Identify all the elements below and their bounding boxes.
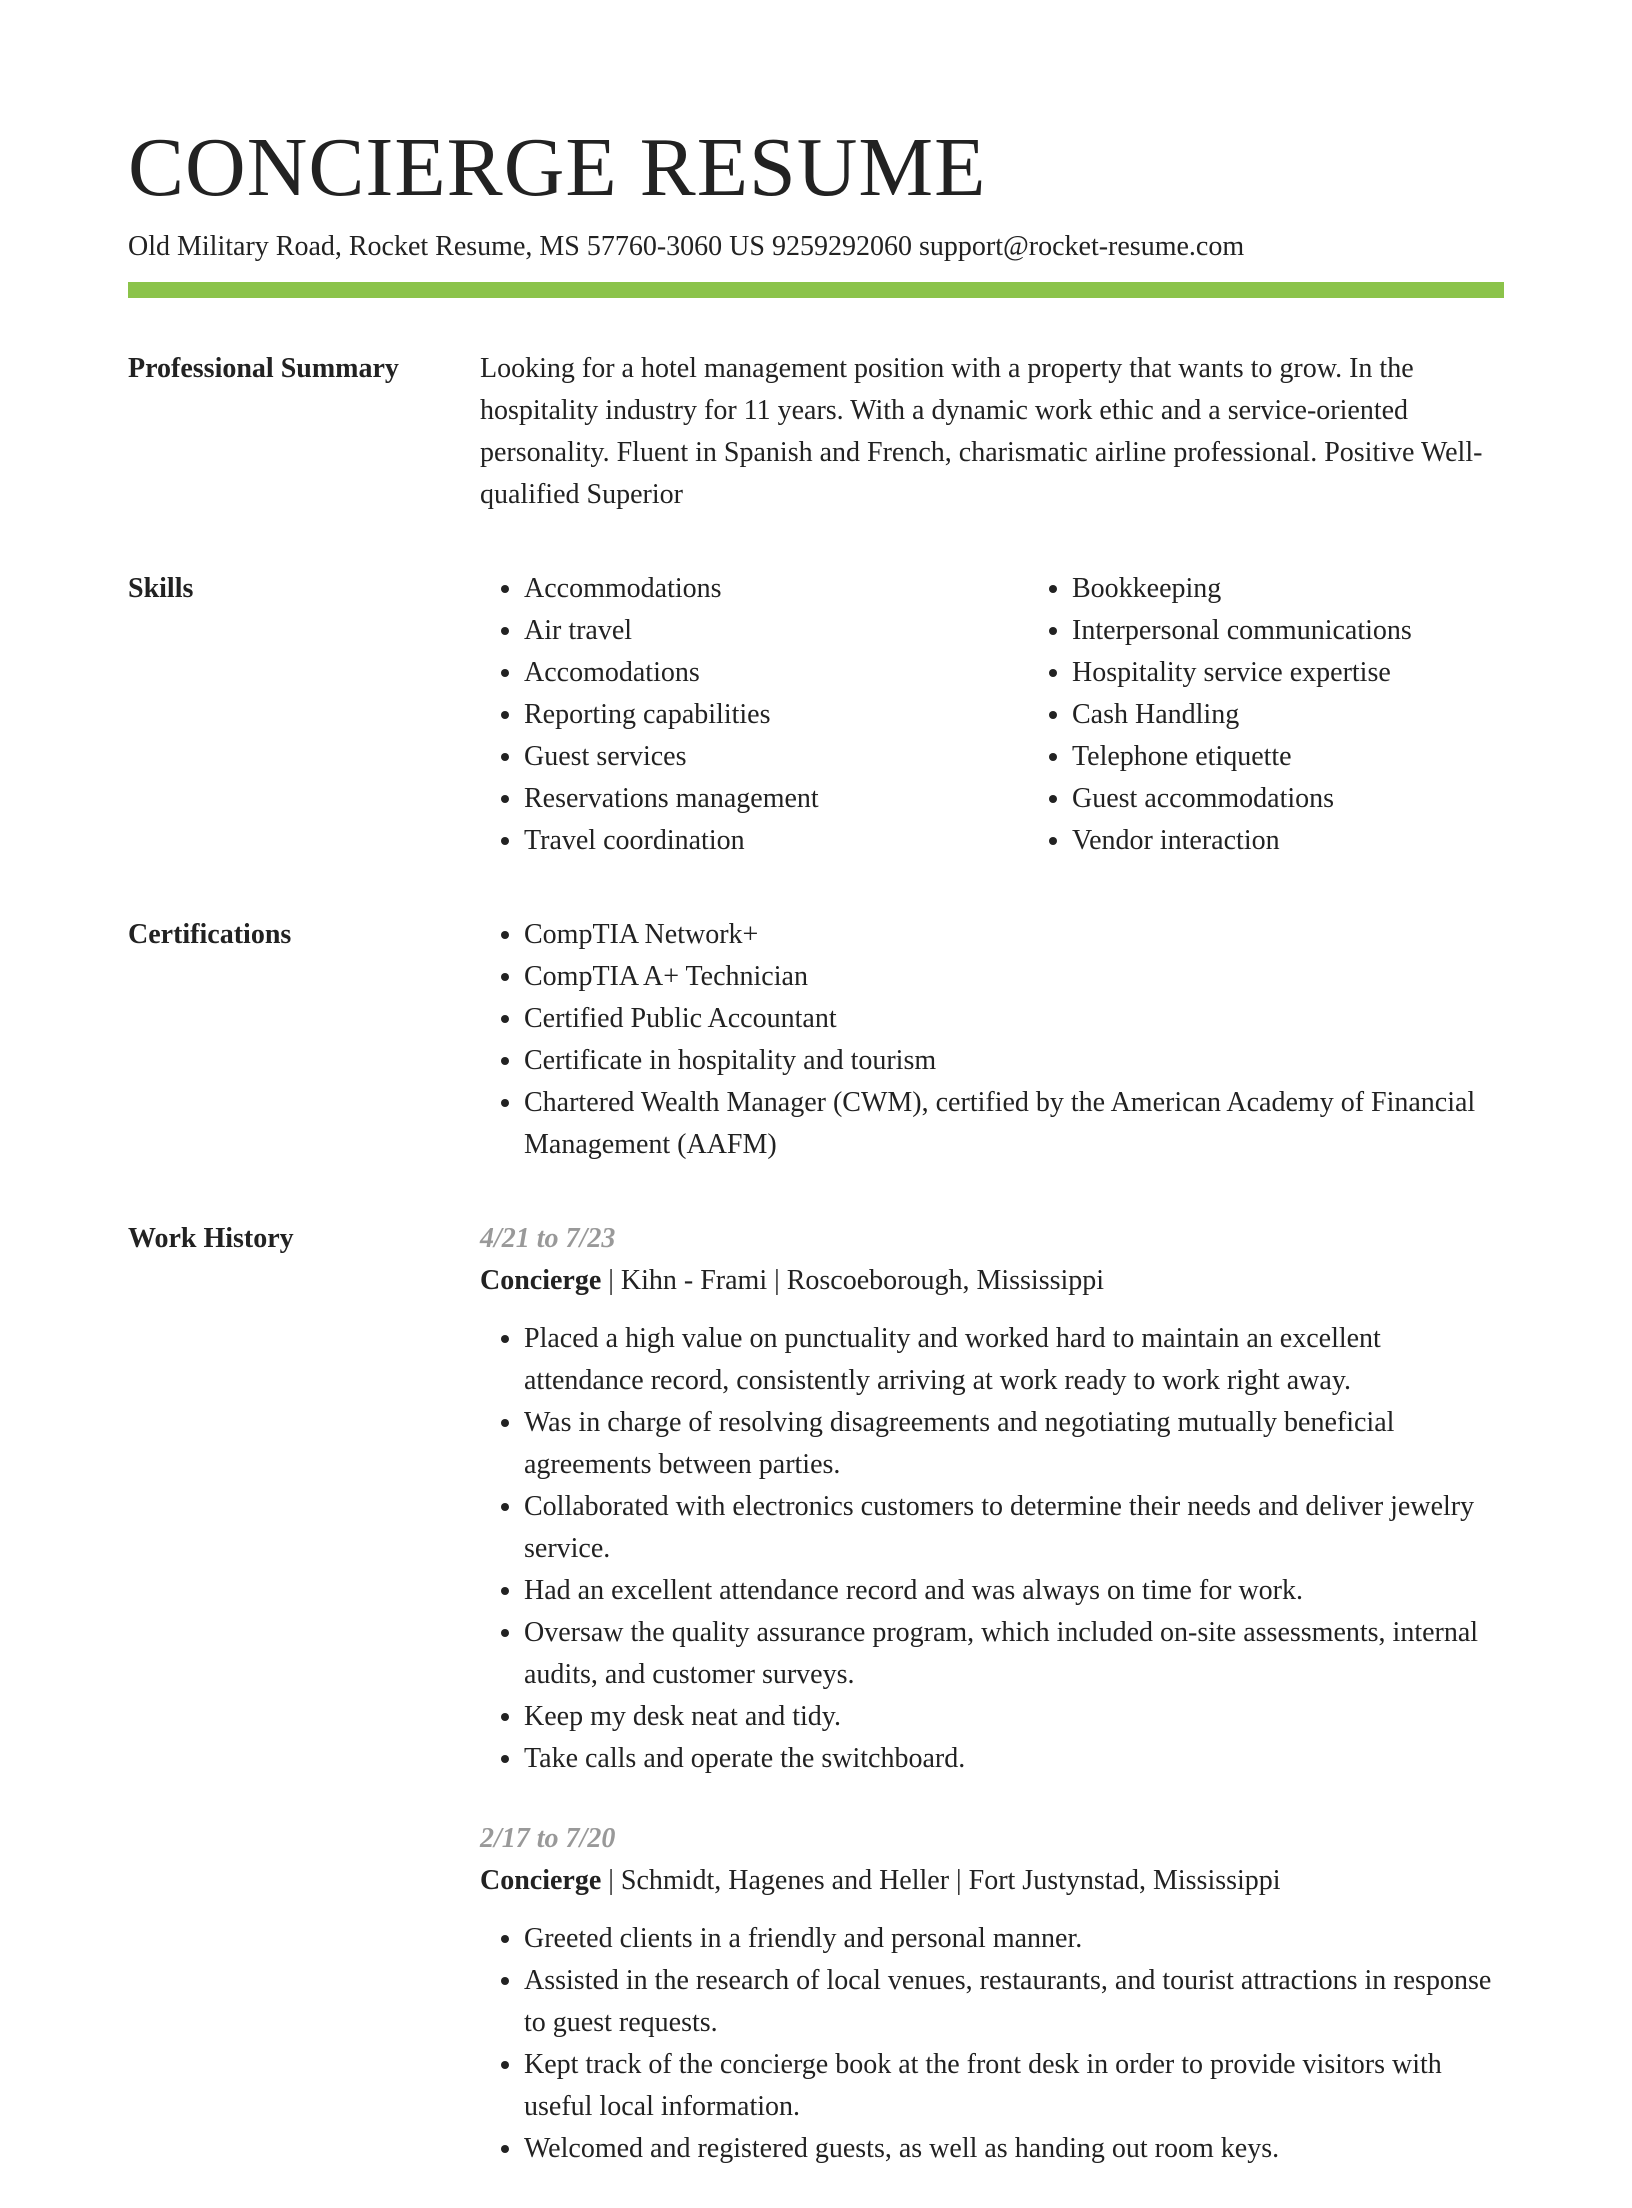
- skill-item: • Guest accommodations: [1072, 778, 1542, 820]
- skill-item: • Telephone etiquette: [1072, 736, 1542, 778]
- accent-divider: [128, 282, 1504, 298]
- job-entry: [480, 1818, 1504, 2170]
- skill-item: • Travel coordination: [524, 820, 984, 862]
- skills-list-right: [1028, 568, 1542, 862]
- work-history-section: [128, 1218, 1504, 2208]
- section-title-summary: Professional Summary: [128, 353, 399, 384]
- job-duty-item: • Was in charge of resolving disagreements and negotiating mutually beneficial agreements between parties.: [524, 1402, 1504, 1486]
- skill-item: • Reporting capabilities: [524, 694, 984, 736]
- skill-item: • Guest services: [524, 736, 984, 778]
- skill-item: • Vendor interaction: [1072, 820, 1542, 862]
- job-duty-item: • Oversaw the quality assurance program, which included on-site assessments, internal audits, and customer surveys.: [524, 1612, 1504, 1696]
- job-duty-item: • Greeted clients in a friendly and personal manner.: [524, 1918, 1504, 1960]
- job-title: Concierge: [480, 1265, 602, 1296]
- job-duty-item: • Welcomed and registered guests, as well as handing out room keys.: [524, 2128, 1504, 2170]
- skill-item: • Hospitality service expertise: [1072, 652, 1542, 694]
- certification-item: • Certificate in hospitality and tourism: [524, 1040, 1504, 1082]
- contact-line: Old Military Road, Rocket Resume, MS 57760-3060 US 9259292060 support@rocket-resume.com: [128, 231, 1245, 262]
- skills-section: [128, 568, 1504, 862]
- job-duties-list: [480, 1318, 1504, 1780]
- work-history-body: [480, 1218, 1504, 2208]
- skill-item: • Interpersonal communications: [1072, 610, 1542, 652]
- skill-item: • Accommodations: [524, 568, 984, 610]
- summary-section: [128, 348, 1504, 516]
- certification-item: • Certified Public Accountant: [524, 998, 1504, 1040]
- job-heading: [480, 1860, 1504, 1902]
- job-duty-item: • Had an excellent attendance record and was always on time for work.: [524, 1570, 1504, 1612]
- certification-item: • Chartered Wealth Manager (CWM), certified by the American Academy of Financial Management (AAFM): [524, 1082, 1504, 1166]
- job-duty-item: • Take calls and operate the switchboard.: [524, 1738, 1504, 1780]
- job-duties-list: [480, 1918, 1504, 2170]
- job-employer-location: | Kihn - Frami | Roscoeborough, Mississippi: [601, 1265, 1105, 1296]
- skill-item: • Air travel: [524, 610, 984, 652]
- certifications-list: [480, 914, 1504, 1166]
- skills-columns: [480, 568, 1542, 862]
- skill-item: • Accomodations: [524, 652, 984, 694]
- job-duty-item: • Collaborated with electronics customers to determine their needs and deliver jewelry service.: [524, 1486, 1504, 1570]
- certifications-section: [128, 914, 1504, 1166]
- job-duty-item: • Assisted in the research of local venues, restaurants, and tourist attractions in response to guest requests.: [524, 1960, 1504, 2044]
- skill-item: • Bookkeeping: [1072, 568, 1542, 610]
- job-duty-item: • Kept track of the concierge book at the front desk in order to provide visitors with useful local information.: [524, 2044, 1504, 2128]
- skill-item: • Cash Handling: [1072, 694, 1542, 736]
- certification-item: • CompTIA Network+: [524, 914, 1504, 956]
- resume-title: CONCIERGE RESUME: [128, 121, 987, 214]
- skill-item: • Reservations management: [524, 778, 984, 820]
- job-employer-location: | Schmidt, Hagenes and Heller | Fort Justynstad, Mississippi: [601, 1865, 1281, 1896]
- certifications-body: [480, 914, 1504, 1166]
- job-title: Concierge: [480, 1865, 602, 1896]
- resume-page: [128, 118, 1504, 2208]
- skills-list-left: [480, 568, 984, 862]
- section-title-skills: Skills: [128, 573, 194, 604]
- section-title-certifications: Certifications: [128, 919, 292, 950]
- job-duty-item: • Placed a high value on punctuality and worked hard to maintain an excellent attendance record, consistently arriving at work ready to work right away.: [524, 1318, 1504, 1402]
- certification-item: • CompTIA A+ Technician: [524, 956, 1504, 998]
- section-title-work-history: Work History: [128, 1223, 294, 1254]
- job-dates: 2/17 to 7/20: [480, 1823, 616, 1854]
- job-heading: [480, 1260, 1504, 1302]
- job-entry: [480, 1218, 1504, 1780]
- job-duty-item: • Keep my desk neat and tidy.: [524, 1696, 1504, 1738]
- job-dates: 4/21 to 7/23: [480, 1223, 616, 1254]
- summary-text: Looking for a hotel management position with a property that wants to grow. In the hospitality industry for 11 years. With a dynamic work ethic and a service-oriented personality. Fluent in Spanish and French, charismatic airline professional. Positive Well-qualified Superior: [480, 353, 1483, 510]
